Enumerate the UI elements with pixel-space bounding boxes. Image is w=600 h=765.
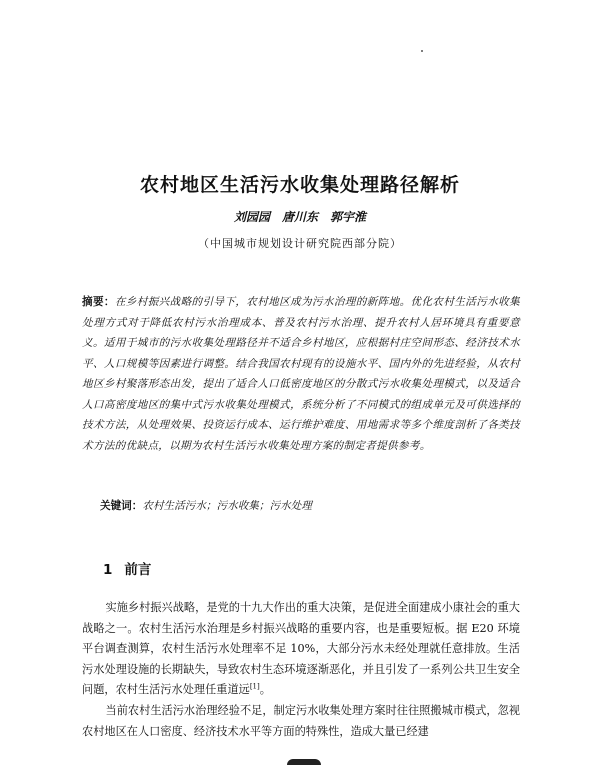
section-heading xyxy=(103,558,151,578)
keywords-text: 农村生活污水；污水收集；污水处理 xyxy=(142,500,312,512)
page-bottom-mark xyxy=(287,759,321,765)
paper-title: 农村地区生活污水收集处理路径解析 xyxy=(139,174,460,196)
keywords-label: 关键词： xyxy=(100,500,143,512)
paragraph-end: 。 xyxy=(259,683,271,697)
author-affiliation: （中国城市规划设计研究院西部分院） xyxy=(198,237,402,250)
abstract-text: 在乡村振兴战略的引导下，农村地区成为污水治理的新阵地。优化农村生活污水收集处理方式对于降低农村污水治理成本、普及农村污水治理、提升农村人居环境具有重要意义。适用于城市的污水收集处理路径并不适合乡村地区，应根据村庄空间形态、经济技术水平、人口规模等因素进行调整。结合我国农村现有的设施水平、国内外的先进经验，从农村地区乡村聚落形态出发，提出了适合人口低密度地区的分散式污水收集处理模式，以及适合人口高密度地区的集中式污水收集处理模式，系统分析了不同模式的组成单元及可供选择的技术方法，从处理效果、投资运行成本、运行维护难度、用地需求等多个维度剖析了各类技术方法的优缺点，以期为农村生活污水收集处理方案的制定者提供参考。 xyxy=(82,296,520,452)
citation-ref: [1] xyxy=(249,682,260,691)
paragraph-text: 实施乡村振兴战略，是党的十九大作出的重大决策，是促进全面建成小康社会的重大战略之一。农村生活污水治理是乡村振兴战略的重要内容，也是重要短板。据 E20 环境平台调查测算，农村生活污水处理率不足 10%，大部分污水未经处理就任意排放。生活污水处理设施的长期缺失，导致农村生态环境逐渐恶化，并且引发了一系列公共卫生安全问题，农村生活污水处理任重道远 xyxy=(82,601,520,697)
section-number: 1 xyxy=(103,562,113,578)
abstract xyxy=(82,292,520,456)
keywords xyxy=(100,498,520,513)
author-list: 刘园园 唐川东 郭宇淮 xyxy=(233,210,366,224)
section-title: 前言 xyxy=(124,562,152,578)
scan-speck xyxy=(421,50,423,52)
body-paragraph: 当前农村生活污水治理经验不足，制定污水收集处理方案时往往照搬城市模式，忽视农村地区在人口密度、经济技术水平等方面的特殊性，造成大量已经建 xyxy=(82,703,520,738)
body-paragraph xyxy=(82,598,520,701)
abstract-label: 摘要： xyxy=(82,296,115,308)
body-text xyxy=(82,598,520,742)
